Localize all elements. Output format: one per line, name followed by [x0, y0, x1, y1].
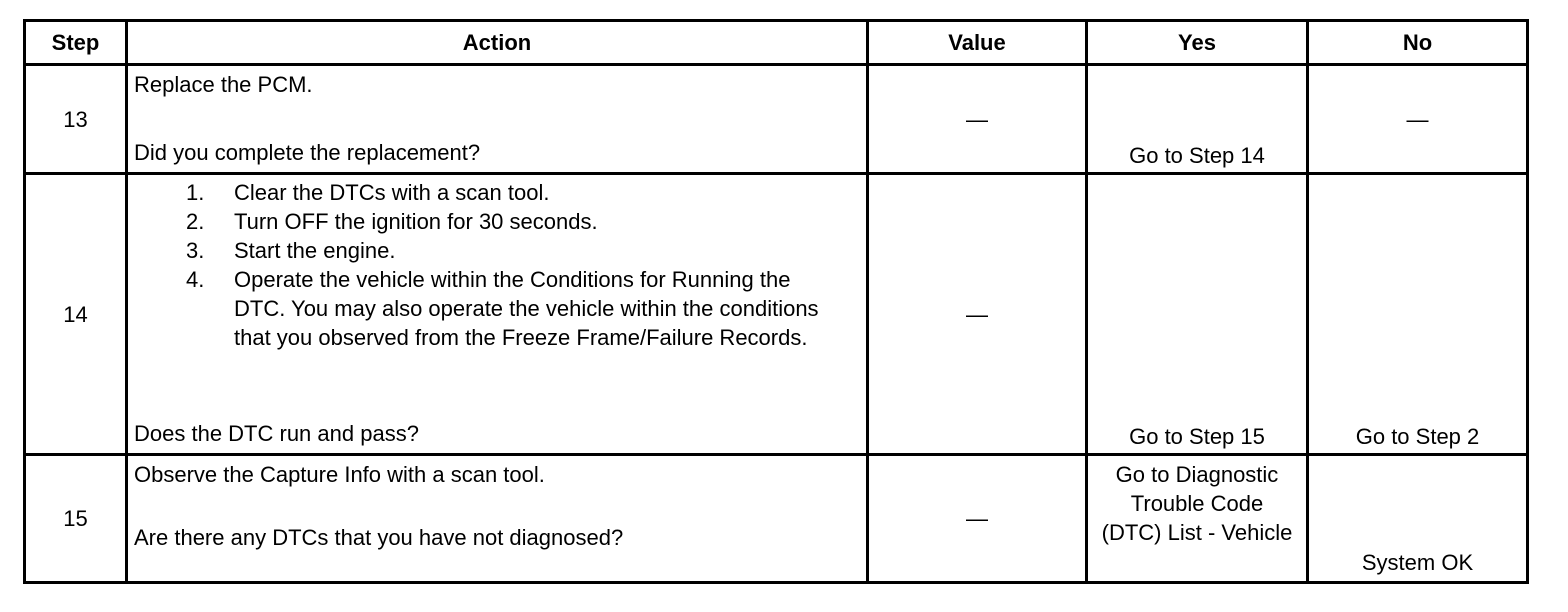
action-question: Does the DTC run and pass?	[134, 421, 419, 446]
step-item-number: 1.	[186, 180, 205, 205]
table-row	[25, 455, 1528, 583]
action-step-item	[134, 207, 862, 236]
value-cell: —	[868, 174, 1087, 455]
header-step: Step	[25, 21, 127, 65]
header-row	[25, 21, 1528, 65]
header-value: Value	[868, 21, 1087, 65]
step-item-text: Start the engine.	[234, 238, 396, 263]
value-cell: —	[868, 65, 1087, 174]
header-yes: Yes	[1087, 21, 1308, 65]
action-step-item	[134, 236, 862, 265]
step-item-number: 4.	[186, 267, 205, 292]
yes-link-text: Go to Diagnostic Trouble Code (DTC) List - Vehicle	[1101, 462, 1293, 545]
action-question: Are there any DTCs that you have not diagnosed?	[134, 525, 624, 550]
action-step-item	[134, 265, 862, 352]
action-question: Did you complete the replacement?	[134, 140, 481, 165]
step-item-text: Turn OFF the ignition for 30 seconds.	[234, 209, 598, 234]
no-cell: Go to Step 2	[1308, 174, 1528, 455]
step-item-text: Clear the DTCs with a scan tool.	[234, 180, 550, 205]
step-item-number: 3.	[186, 238, 205, 263]
action-cell	[127, 455, 868, 583]
table-row	[25, 65, 1528, 174]
action-cell	[127, 174, 868, 455]
yes-cell: Go to Step 15	[1087, 174, 1308, 455]
action-instruction: Replace the PCM.	[134, 72, 313, 97]
step-number: 15	[25, 455, 127, 583]
step-number: 13	[25, 65, 127, 174]
no-cell: —	[1308, 65, 1528, 174]
step-number: 14	[25, 174, 127, 455]
step-item-text: Operate the vehicle within the Conditions for Running the DTC. You may also operate the vehicle within the conditions that you observed from the Freeze Frame/Failure Records.	[234, 267, 819, 350]
value-cell: —	[868, 455, 1087, 583]
action-instruction: Observe the Capture Info with a scan tool.	[134, 462, 545, 487]
no-cell: System OK	[1308, 455, 1528, 583]
action-steps-list	[134, 178, 862, 352]
table-row	[25, 174, 1528, 455]
yes-cell: Go to Step 14	[1087, 65, 1308, 174]
step-item-number: 2.	[186, 209, 205, 234]
action-step-item	[134, 178, 862, 207]
header-no: No	[1308, 21, 1528, 65]
yes-cell	[1087, 455, 1308, 583]
header-action: Action	[127, 21, 868, 65]
diagnostic-table	[23, 19, 1529, 584]
action-cell	[127, 65, 868, 174]
